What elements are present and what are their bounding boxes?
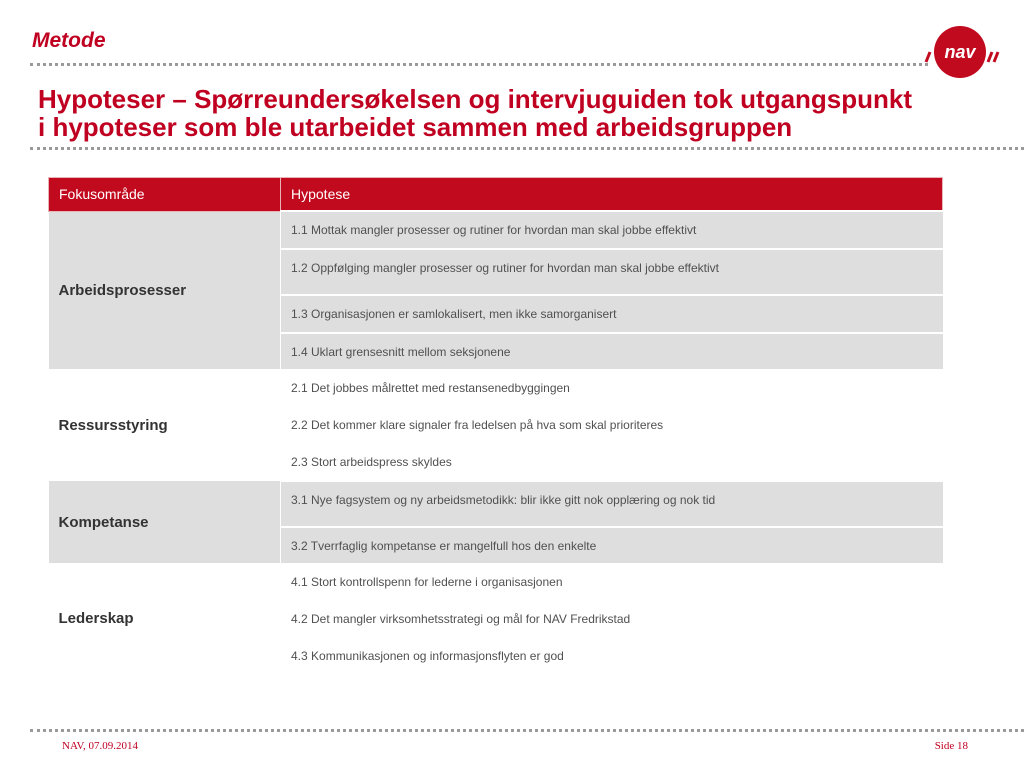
top-divider [30,63,928,66]
table-row [49,211,943,249]
page-number: Side 18 [934,740,968,752]
page-title [38,85,1013,141]
page-title-line-1: Hypoteser – Spørreundersøkelsen og intervjuguiden tok utgangspunkt [38,84,913,114]
hypothesis-cell: 4.1 Stort kontrollspenn for lederne i organisasjonen [281,563,943,600]
hypothesis-cell: 3.2 Tverrfaglig kompetanse er mangelfull hos den enkelte [281,527,943,563]
table-row [49,369,943,406]
hypothesis-cell: 2.3 Stort arbeidspress skyldes [281,443,943,481]
table-header-row [49,178,943,212]
focus-area-cell: Lederskap [49,563,281,674]
hypothesis-cell: 1.2 Oppfølging mangler prosesser og rutiner for hvordan man skal jobbe effektivt [281,249,943,295]
column-header-focus-area: Fokusområde [49,178,281,212]
hypothesis-cell: 1.1 Mottak mangler prosesser og rutiner for hvordan man skal jobbe effektivt [281,211,943,249]
column-header-hypothesis: Hypotese [281,178,943,212]
logo-wordmark: nav [944,42,976,62]
focus-area-cell: Ressursstyring [49,369,281,481]
hypothesis-cell: 1.4 Uklart grensesnitt mellom seksjonene [281,333,943,369]
hypothesis-table [48,177,943,674]
nav-logo [920,24,1006,80]
footer-date: NAV, 07.09.2014 [62,740,138,752]
hypothesis-cell: 4.2 Det mangler virksomhetsstrategi og mål for NAV Fredrikstad [281,600,943,637]
page-title-line-2: i hypoteser som ble utarbeidet sammen med arbeidsgruppen [38,112,793,142]
hypothesis-cell: 1.3 Organisasjonen er samlokalisert, men ikke samorganisert [281,295,943,333]
table-row [49,563,943,600]
focus-area-cell: Kompetanse [49,481,281,563]
focus-area-cell: Arbeidsprosesser [49,211,281,369]
footer-divider [30,729,1024,732]
hypothesis-cell: 3.1 Nye fagsystem og ny arbeidsmetodikk: blir ikke gitt nok opplæring og nok tid [281,481,943,527]
hypothesis-cell: 2.1 Det jobbes målrettet med restansenedbyggingen [281,369,943,406]
table-row [49,481,943,527]
hypothesis-cell: 2.2 Det kommer klare signaler fra ledelsen på hva som skal prioriteres [281,406,943,443]
section-title: Metode [32,29,106,52]
title-divider [30,147,1024,150]
hypothesis-cell: 4.3 Kommunikasjonen og informasjonsflyten er god [281,637,943,674]
